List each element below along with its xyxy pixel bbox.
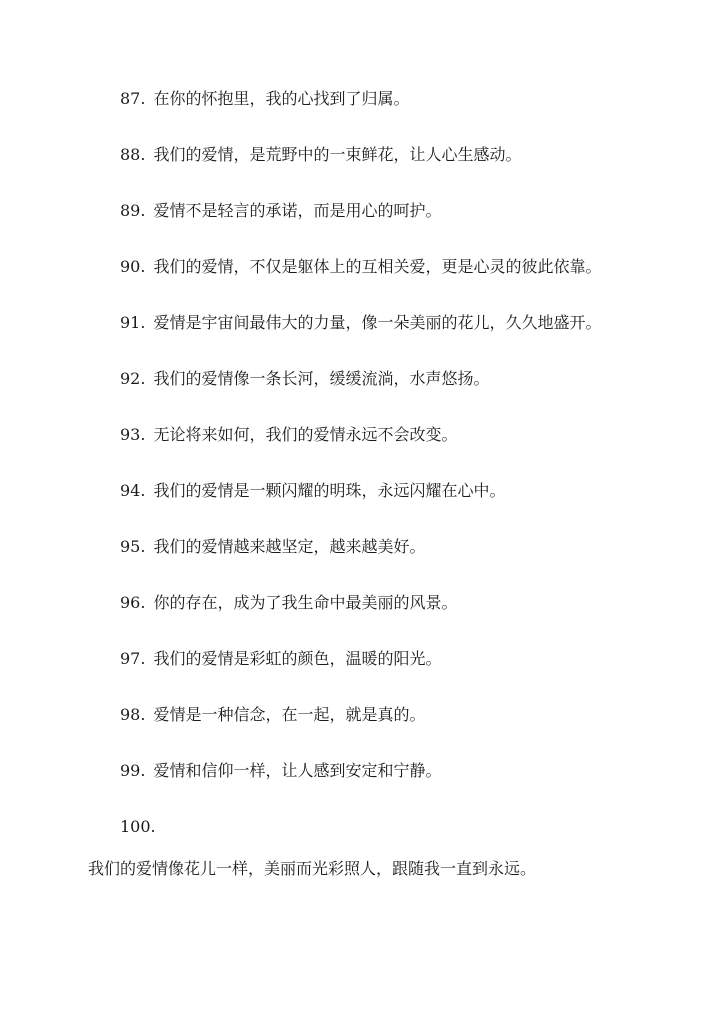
item-number: 93. (120, 425, 146, 444)
item-text: 爱情和信仰一样，让人感到安定和宁静。 (153, 761, 442, 780)
item-text: 在你的怀抱里，我的心找到了归属。 (153, 89, 410, 108)
item-number: 87. (120, 89, 146, 108)
item-number: 91. (120, 313, 146, 332)
item-number: 89. (120, 201, 146, 220)
list-item (120, 145, 521, 165)
item-text: 爱情是一种信念，在一起，就是真的。 (153, 705, 426, 724)
list-item (120, 593, 457, 613)
continued-paragraph: 我们的爱情像花儿一样，美丽而光彩照人，跟随我一直到永远。 (88, 859, 537, 878)
item-text: 我们的爱情，是荒野中的一束鲜花，让人心生感动。 (153, 145, 522, 164)
item-number: 96. (120, 593, 146, 612)
item-number: 88. (120, 145, 146, 164)
item-number: 90. (120, 257, 146, 276)
item-number: 92. (120, 369, 146, 388)
list-item (120, 481, 505, 501)
list-item (120, 89, 409, 109)
item-text: 我们的爱情是彩虹的颜色，温暖的阳光。 (153, 649, 442, 668)
list-item (120, 201, 441, 221)
item-text: 我们的爱情是一颗闪耀的明珠，永远闪耀在心中。 (153, 481, 506, 500)
item-number: 100. (120, 817, 156, 836)
list-item (120, 705, 425, 725)
item-text: 我们的爱情，不仅是躯体上的互相关爱，更是心灵的彼此依靠。 (153, 257, 602, 276)
list-item (120, 649, 441, 669)
list-item (120, 369, 489, 389)
list-item (120, 313, 601, 333)
list-item (120, 537, 425, 557)
item-text: 我们的爱情像一条长河，缓缓流淌，水声悠扬。 (153, 369, 490, 388)
item-number: 94. (120, 481, 146, 500)
list-item (120, 761, 441, 781)
item-number: 97. (120, 649, 146, 668)
item-number: 95. (120, 537, 146, 556)
item-number: 99. (120, 761, 146, 780)
item-text: 爱情是宇宙间最伟大的力量，像一朵美丽的花儿，久久地盛开。 (153, 313, 602, 332)
list-item (120, 817, 164, 837)
item-text: 爱情不是轻言的承诺，而是用心的呵护。 (153, 201, 442, 220)
list-item (120, 425, 457, 445)
list-item (120, 257, 601, 277)
item-number: 98. (120, 705, 146, 724)
item-text: 无论将来如何，我们的爱情永远不会改变。 (153, 425, 458, 444)
item-text: 我们的爱情越来越坚定，越来越美好。 (153, 537, 426, 556)
item-text: 你的存在，成为了我生命中最美丽的风景。 (153, 593, 458, 612)
